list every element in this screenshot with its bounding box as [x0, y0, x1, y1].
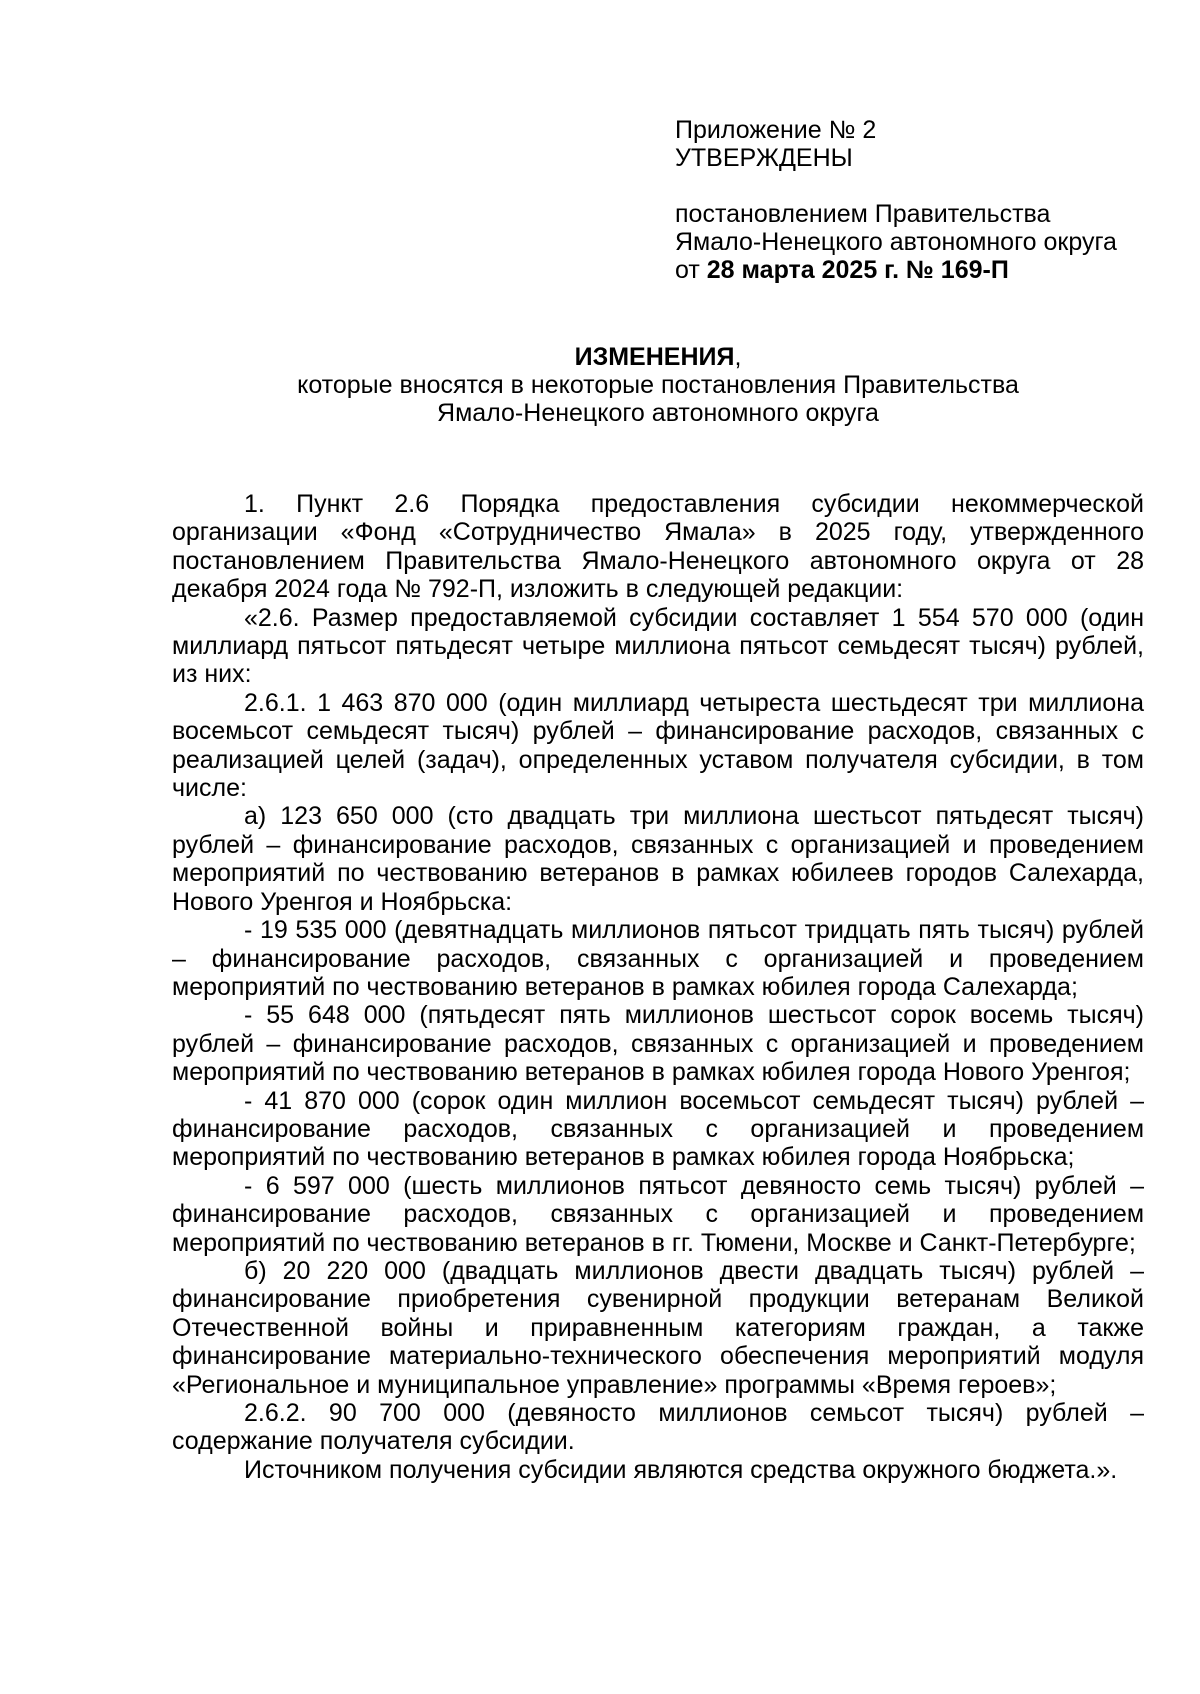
heading-title: ИЗМЕНЕНИЯ — [574, 343, 735, 371]
heading-title-suffix: , — [734, 343, 742, 371]
approval-line-1: постановлением Правительства — [675, 200, 1051, 228]
paragraph: 2.6.1. 1 463 870 000 (один миллиард четыреста шестьдесят три миллиона восемьсот семьдесят тысяч) рублей – финансирование расходов, связанных с реализацией целей (задач), определенных уставом получателя субсидии, в том числе: — [172, 688, 1144, 803]
date-value: 28 марта 2025 г. № 169-П — [706, 256, 1009, 284]
heading-subtitle-2: Ямало-Ненецкого автономного округа — [437, 399, 879, 427]
paragraph: - 41 870 000 (сорок один миллион восемьсот семьдесят тысяч) рублей – финансирование расходов, связанных с организацией и проведением мероприятий по чествованию ветеранов в рамках юбилея города Ноябрьска; — [172, 1086, 1144, 1172]
approved-label: УТВЕРЖДЕНЫ — [675, 144, 853, 172]
paragraph: а) 123 650 000 (сто двадцать три миллиона шестьсот пятьдесят тысяч) рублей – финансирование расходов, связанных с организацией и проведением мероприятий по чествованию ветеранов в рамках юбилеев городов Салехарда, Нового Уренгоя и Ноябрьска: — [172, 802, 1144, 916]
appendix-number: Приложение № 2 — [675, 116, 877, 144]
heading-title-line — [172, 343, 1144, 371]
approval-spacer — [675, 172, 1175, 200]
document-body — [172, 490, 1144, 1484]
approval-date-line — [675, 256, 1175, 284]
paragraph: 1. Пункт 2.6 Порядка предоставления субсидии некоммерческой организации «Фонд «Сотрудничество Ямала» в 2025 году, утвержденного постановлением Правительства Ямало-Ненецкого автономного округа от 28 декабря 2024 года № 792-П, изложить в следующей редакции: — [172, 490, 1144, 604]
approval-line-2: Ямало-Ненецкого автономного округа — [675, 228, 1117, 256]
paragraph: Источником получения субсидии являются средства окружного бюджета.». — [244, 1455, 1118, 1484]
paragraph: - 6 597 000 (шесть миллионов пятьсот девяносто семь тысяч) рублей – финансирование расходов, связанных с организацией и проведением мероприятий по чествованию ветеранов в гг. Тюмени, Москве и Санкт-Петербурге; — [172, 1171, 1144, 1257]
approval-block — [675, 116, 1175, 284]
paragraph: «2.6. Размер предоставляемой субсидии составляет 1 554 570 000 (один миллиард пятьсот пятьдесят четыре миллиона пятьсот семьдесят тысяч) рублей, из них: — [172, 603, 1144, 689]
heading-subtitle-1: которые вносятся в некоторые постановления Правительства — [297, 371, 1019, 399]
date-prefix: от — [675, 256, 707, 284]
paragraph: б) 20 220 000 (двадцать миллионов двести двадцать тысяч) рублей – финансирование приобретения сувенирной продукции ветеранам Великой Отечественной войны и приравненным категориям граждан, а также финансирование материально-технического обеспечения мероприятий модуля «Региональное и муниципальное управление» программы «Время героев»; — [172, 1256, 1144, 1399]
heading-block — [172, 343, 1144, 427]
paragraph: - 19 535 000 (девятнадцать миллионов пятьсот тридцать пять тысяч) рублей – финансирование расходов, связанных с организацией и проведением мероприятий по чествованию ветеранов в рамках юбилея города Салехарда; — [172, 916, 1144, 1001]
paragraph: 2.6.2. 90 700 000 (девяносто миллионов семьсот тысяч) рублей – содержание получателя субсидии. — [172, 1399, 1144, 1456]
paragraph: - 55 648 000 (пятьдесят пять миллионов шестьсот сорок восемь тысяч) рублей – финансирование расходов, связанных с организацией и проведением мероприятий по чествованию ветеранов в рамках юбилея города Нового Уренгоя; — [172, 1001, 1144, 1087]
